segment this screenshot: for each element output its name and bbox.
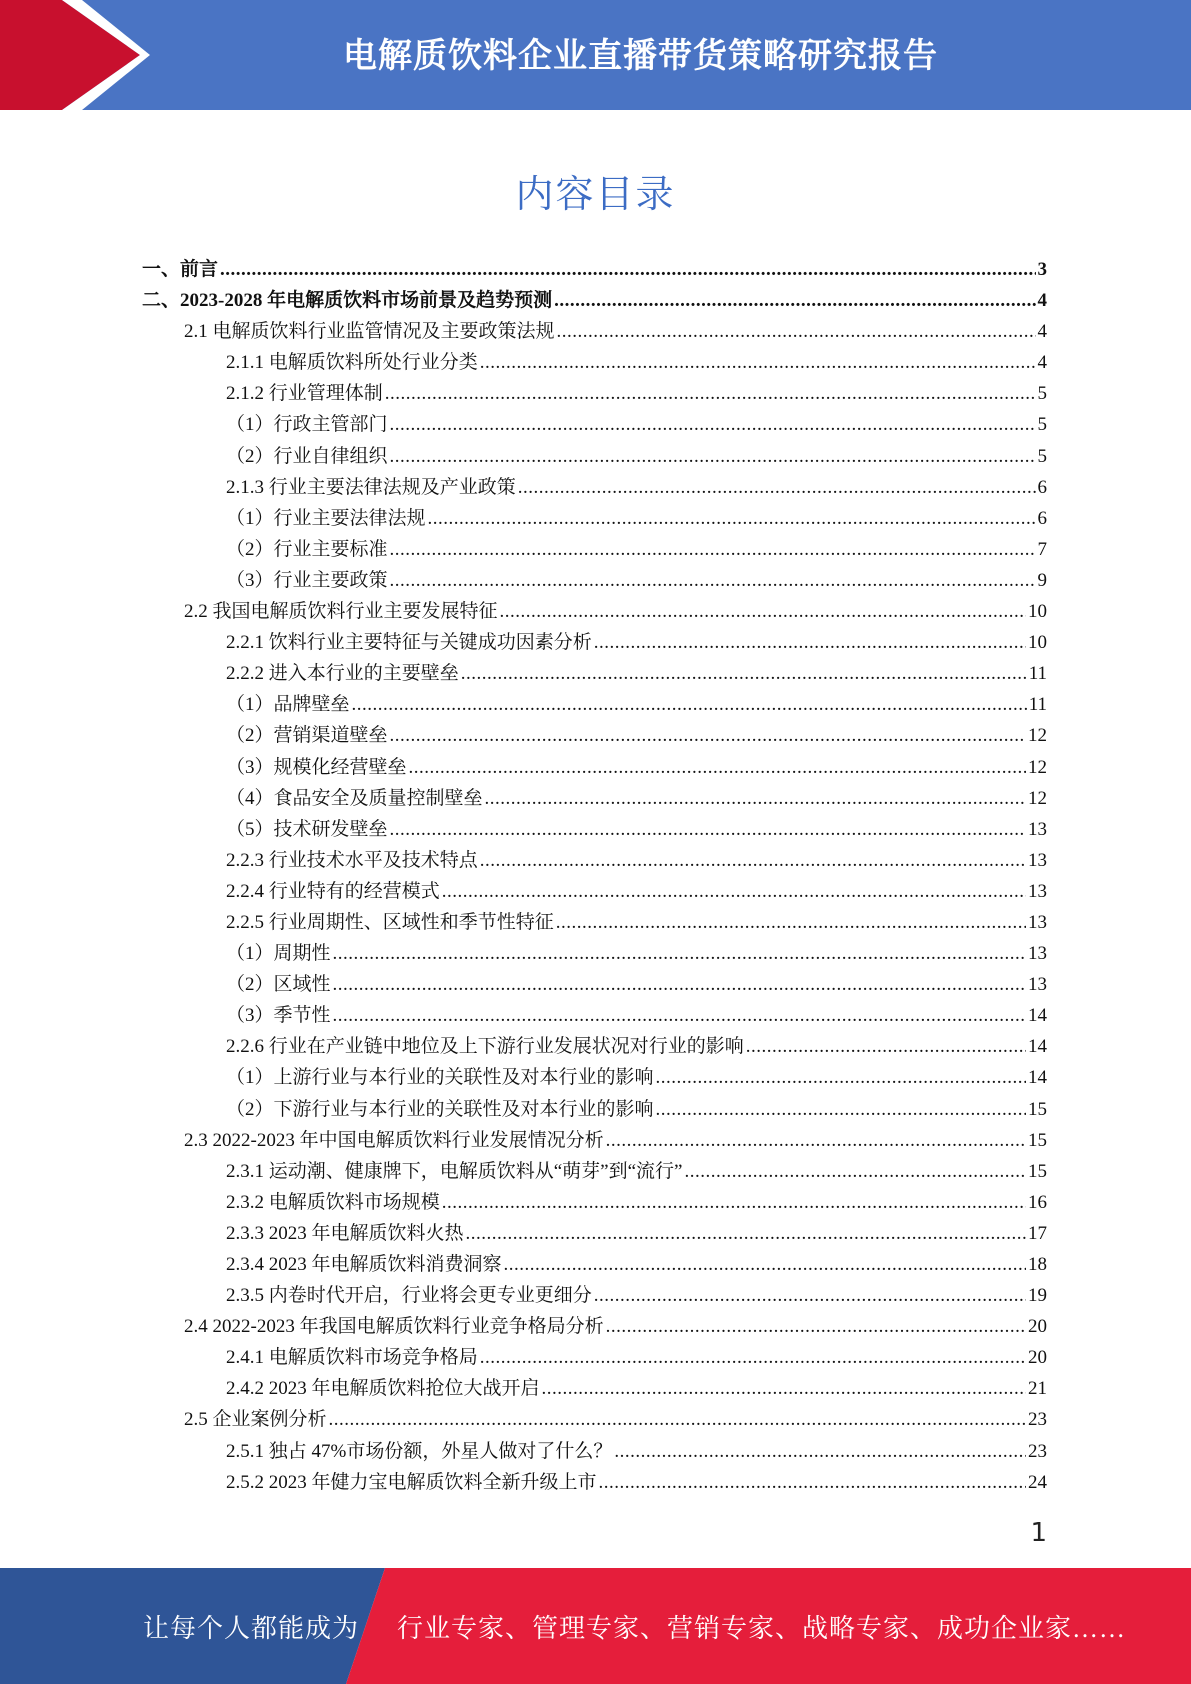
toc-entry[interactable]	[142, 1218, 1047, 1249]
toc-leader-dots	[485, 783, 1026, 814]
toc-entry-text: 一、前言	[142, 259, 219, 280]
toc-entry[interactable]	[142, 876, 1047, 907]
footer-banner	[0, 1568, 1191, 1684]
page-number: 1	[1030, 1518, 1047, 1548]
toc-entry-text: 2.2.2 进入本行业的主要壁垒	[226, 663, 459, 685]
toc-entry-text: （2）下游行业与本行业的关联性及对本行业的影响	[226, 1098, 654, 1120]
toc-entry-page: 6	[1037, 507, 1047, 529]
toc-entry[interactable]	[142, 689, 1047, 720]
toc-entry[interactable]	[142, 1094, 1047, 1125]
toc-entry[interactable]	[142, 1156, 1047, 1187]
toc-leader-dots	[746, 1031, 1026, 1062]
toc-leader-dots	[480, 347, 1036, 378]
toc-entry-page: 15	[1028, 1098, 1047, 1120]
toc-entry-page: 10	[1028, 601, 1047, 623]
toc-entry-text: 2.2.4 行业特有的经营模式	[226, 880, 440, 902]
toc-entry-text: 2.3.3 2023 年电解质饮料火热	[226, 1222, 464, 1244]
toc-entry-text: 2.3.2 电解质饮料市场规模	[226, 1191, 440, 1213]
toc-entry[interactable]	[142, 658, 1047, 689]
toc-leader-dots	[333, 938, 1026, 969]
toc-entry-text: （1）行业主要法律法规	[226, 507, 426, 529]
toc-entry[interactable]	[142, 1031, 1047, 1062]
toc-entry-page: 23	[1028, 1409, 1047, 1431]
toc-entry-text: 2.2 我国电解质饮料行业主要发展特征	[184, 601, 498, 623]
toc-leader-dots	[684, 1156, 1026, 1187]
toc-entry[interactable]	[142, 783, 1047, 814]
toc-entry-page: 18	[1028, 1254, 1047, 1275]
toc-entry-text: 2.2.5 行业周期性、区域性和季节性特征	[226, 911, 554, 933]
toc-entry[interactable]	[142, 1062, 1047, 1093]
toc-entry-text: （3）季节性	[226, 1005, 331, 1027]
table-of-contents	[142, 254, 1047, 1498]
toc-entry-text: 2.4 2022-2023 年我国电解质饮料行业竞争格局分析	[184, 1316, 604, 1338]
toc-entry-page: 4	[1037, 352, 1047, 374]
toc-entry-text: 2.1.3 行业主要法律法规及产业政策	[226, 476, 516, 498]
toc-entry-page: 14	[1028, 1005, 1047, 1027]
toc-entry[interactable]	[142, 347, 1047, 378]
toc-entry-text: 2.2.1 饮料行业主要特征与关键成功因素分析	[226, 632, 592, 654]
toc-entry-text: （4）食品安全及质量控制壁垒	[226, 787, 483, 809]
toc-leader-dots	[390, 409, 1036, 440]
toc-entry[interactable]	[142, 441, 1047, 472]
toc-entry[interactable]	[142, 565, 1047, 596]
toc-entry-text: 2.3.4 2023 年电解质饮料消费洞察	[226, 1254, 502, 1275]
toc-entry[interactable]	[142, 720, 1047, 751]
toc-entry[interactable]	[142, 969, 1047, 1000]
toc-leader-dots	[333, 1000, 1026, 1031]
footer-slogan-right: 行业专家、管理专家、营销专家、战略专家、成功企业家……	[397, 1614, 1127, 1643]
toc-entry[interactable]	[142, 907, 1047, 938]
toc-entry-text: （1）上游行业与本行业的关联性及对本行业的影响	[226, 1067, 654, 1089]
toc-entry-text: 2.1.1 电解质饮料所处行业分类	[226, 352, 478, 374]
toc-entry-text: （3）规模化经营壁垒	[226, 756, 407, 778]
toc-entry-page: 19	[1028, 1285, 1047, 1307]
toc-leader-dots	[554, 285, 1035, 316]
toc-entry[interactable]	[142, 1125, 1047, 1156]
toc-entry-text: 2.5.2 2023 年健力宝电解质饮料全新升级上市	[226, 1471, 597, 1493]
toc-entry[interactable]	[142, 285, 1047, 316]
toc-leader-dots	[390, 720, 1026, 751]
toc-leader-dots	[220, 254, 1035, 285]
toc-entry-text: （3）行业主要政策	[226, 569, 388, 591]
toc-entry-page: 13	[1028, 911, 1047, 933]
toc-entry-page: 12	[1028, 787, 1047, 809]
toc-entry-page: 4	[1037, 321, 1047, 343]
toc-entry-text: 2.1 电解质饮料行业监管情况及主要政策法规	[184, 321, 555, 343]
toc-entry-text: （1）行政主管部门	[226, 414, 388, 436]
toc-entry-text: （1）品牌壁垒	[226, 694, 350, 716]
toc-entry-page: 11	[1028, 663, 1047, 685]
toc-leader-dots	[518, 472, 1036, 503]
toc-entry-text: 2.4.1 电解质饮料市场竞争格局	[226, 1347, 478, 1369]
toc-leader-dots	[542, 1373, 1026, 1404]
toc-entry-page: 13	[1028, 880, 1047, 902]
toc-entry[interactable]	[142, 938, 1047, 969]
toc-entry-page: 15	[1028, 1129, 1047, 1151]
toc-leader-dots	[606, 1311, 1026, 1342]
toc-entry-text: （2）行业自律组织	[226, 445, 388, 467]
toc-entry[interactable]	[142, 627, 1047, 658]
toc-entry-text: 二、2023-2028 年电解质饮料市场前景及趋势预测	[142, 290, 553, 312]
toc-entry-text: 2.1.2 行业管理体制	[226, 383, 383, 405]
toc-entry-page: 6	[1037, 476, 1047, 498]
toc-entry[interactable]	[142, 1311, 1047, 1342]
toc-leader-dots	[461, 658, 1027, 689]
toc-entry-page: 13	[1028, 943, 1047, 965]
toc-entry[interactable]	[142, 503, 1047, 534]
toc-leader-dots	[333, 969, 1026, 1000]
toc-entry-text: （2）营销渠道壁垒	[226, 725, 388, 747]
toc-leader-dots	[557, 316, 1036, 347]
toc-entry-text: 2.3.5 内卷时代开启，行业将会更专业更细分	[226, 1285, 592, 1307]
toc-entry[interactable]	[142, 1280, 1047, 1311]
toc-leader-dots	[606, 1125, 1026, 1156]
toc-entry-page: 3	[1037, 259, 1047, 280]
toc-entry-text: 2.2.6 行业在产业链中地位及上下游行业发展状况对行业的影响	[226, 1036, 744, 1058]
toc-entry-page: 14	[1028, 1067, 1047, 1089]
toc-entry-page: 23	[1028, 1440, 1047, 1462]
toc-entry[interactable]	[142, 472, 1047, 503]
toc-entry-text: 2.3 2022-2023 年中国电解质饮料行业发展情况分析	[184, 1129, 604, 1151]
toc-entry-page: 20	[1028, 1316, 1047, 1338]
toc-leader-dots	[428, 503, 1036, 534]
toc-leader-dots	[504, 1249, 1026, 1280]
toc-leader-dots	[352, 689, 1027, 720]
toc-entry-page: 14	[1028, 1036, 1047, 1058]
toc-leader-dots	[390, 441, 1036, 472]
toc-entry[interactable]	[142, 1249, 1047, 1280]
toc-leader-dots	[480, 845, 1026, 876]
toc-leader-dots	[390, 534, 1036, 565]
toc-entry-text: （2）行业主要标准	[226, 538, 388, 560]
toc-leader-dots	[442, 1187, 1026, 1218]
toc-leader-dots	[500, 596, 1026, 627]
toc-entry-text: （5）技术研发壁垒	[226, 818, 388, 840]
toc-leader-dots	[390, 814, 1026, 845]
toc-entry-page: 5	[1037, 383, 1047, 405]
toc-entry-page: 20	[1028, 1347, 1047, 1369]
toc-entry-text: 2.2.3 行业技术水平及技术特点	[226, 849, 478, 871]
toc-entry-page: 21	[1028, 1378, 1047, 1400]
toc-entry-text: 2.5 企业案例分析	[184, 1409, 327, 1431]
toc-entry[interactable]	[142, 1373, 1047, 1404]
toc-leader-dots	[480, 1342, 1026, 1373]
toc-entry[interactable]	[142, 254, 1047, 285]
toc-entry-page: 11	[1028, 694, 1047, 716]
report-title: 电解质饮料企业直播带货策略研究报告	[343, 36, 938, 76]
toc-entry-page: 4	[1037, 290, 1047, 312]
toc-entry[interactable]	[142, 1342, 1047, 1373]
toc-entry-page: 7	[1037, 538, 1047, 560]
toc-entry-page: 16	[1028, 1191, 1047, 1213]
toc-entry[interactable]	[142, 1436, 1047, 1467]
toc-leader-dots	[594, 627, 1026, 658]
toc-leader-dots	[329, 1404, 1026, 1435]
toc-entry[interactable]	[142, 316, 1047, 347]
toc-leader-dots	[409, 752, 1026, 783]
toc-entry-page: 13	[1028, 974, 1047, 996]
toc-entry[interactable]	[142, 1187, 1047, 1218]
toc-entry-page: 9	[1037, 569, 1047, 591]
toc-entry[interactable]	[142, 752, 1047, 783]
toc-entry[interactable]	[142, 1404, 1047, 1435]
toc-entry-text: （1）周期性	[226, 943, 331, 965]
toc-leader-dots	[442, 876, 1026, 907]
toc-entry-text: （2）区域性	[226, 974, 331, 996]
toc-leader-dots	[594, 1280, 1026, 1311]
toc-entry-page: 15	[1028, 1160, 1047, 1182]
toc-leader-dots	[656, 1094, 1026, 1125]
toc-leader-dots	[556, 907, 1026, 938]
toc-entry-page: 13	[1028, 849, 1047, 871]
footer-slogan-left: 让每个人都能成为	[143, 1614, 360, 1643]
toc-heading: 内容目录	[515, 172, 676, 216]
toc-entry[interactable]	[142, 378, 1047, 409]
toc-entry-page: 5	[1037, 414, 1047, 436]
toc-entry[interactable]	[142, 814, 1047, 845]
toc-entry-page: 10	[1028, 632, 1047, 654]
toc-entry[interactable]	[142, 409, 1047, 440]
toc-leader-dots	[599, 1467, 1026, 1498]
toc-entry-page: 5	[1037, 445, 1047, 467]
toc-entry-page: 17	[1028, 1222, 1047, 1244]
toc-entry[interactable]	[142, 845, 1047, 876]
toc-entry[interactable]	[142, 596, 1047, 627]
toc-entry[interactable]	[142, 1467, 1047, 1498]
toc-leader-dots	[466, 1218, 1026, 1249]
toc-leader-dots	[390, 565, 1036, 596]
toc-entry-text: 2.5.1 独占 47%市场份额，外星人做对了什么？	[226, 1440, 613, 1462]
toc-entry[interactable]	[142, 1000, 1047, 1031]
toc-entry-text: 2.3.1 运动潮、健康牌下，电解质饮料从“萌芽”到“流行”	[226, 1160, 683, 1182]
toc-leader-dots	[614, 1436, 1026, 1467]
toc-entry-page: 13	[1028, 818, 1047, 840]
header-banner	[0, 0, 1191, 110]
toc-entry-page: 12	[1028, 756, 1047, 778]
toc-leader-dots	[656, 1062, 1026, 1093]
toc-entry-text: 2.4.2 2023 年电解质饮料抢位大战开启	[226, 1378, 540, 1400]
toc-entry[interactable]	[142, 534, 1047, 565]
toc-entry-page: 24	[1028, 1471, 1047, 1493]
toc-entry-page: 12	[1028, 725, 1047, 747]
toc-leader-dots	[385, 378, 1036, 409]
